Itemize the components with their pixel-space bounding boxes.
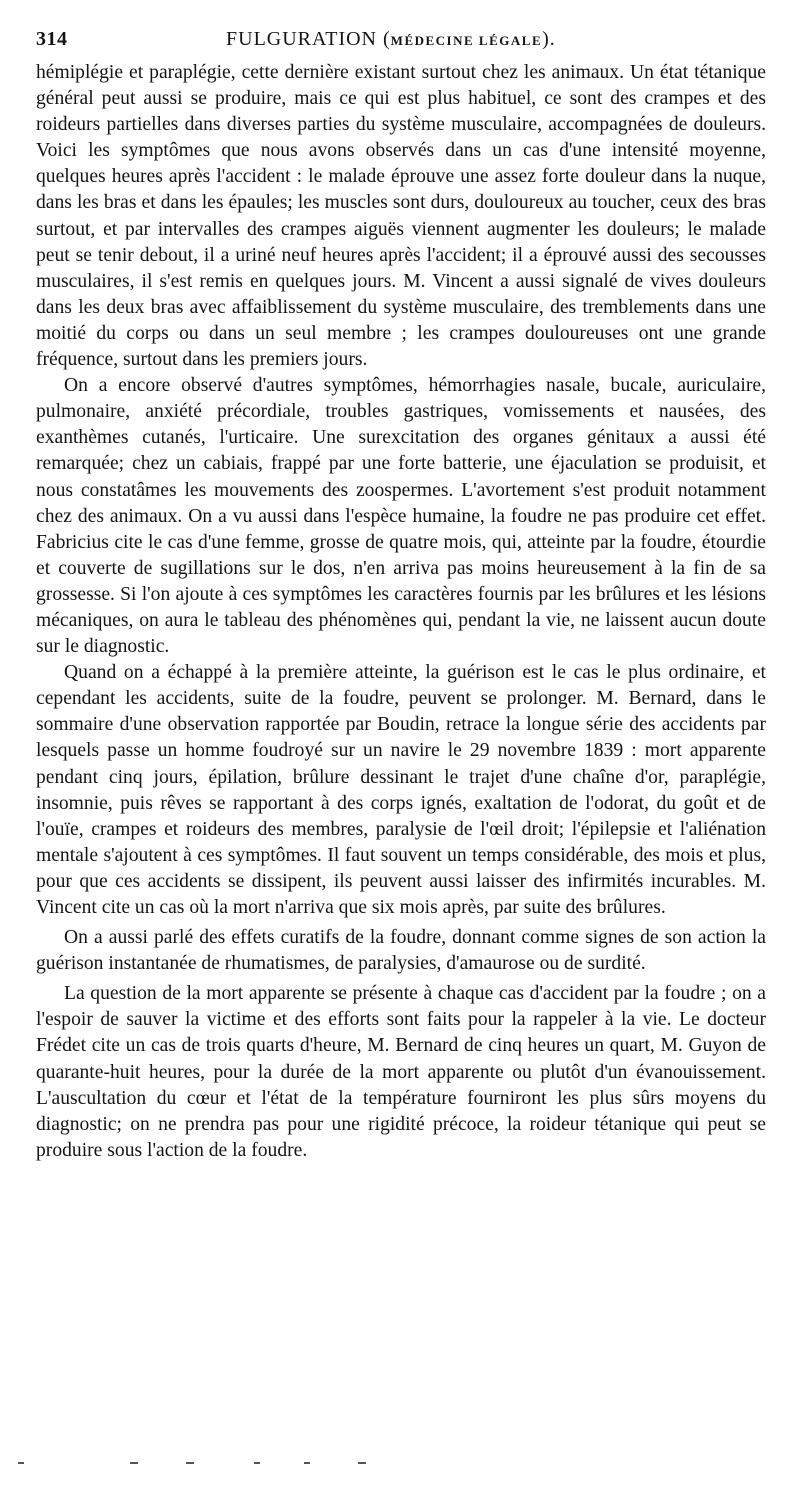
footer-mark xyxy=(18,1462,24,1464)
page-number: 314 xyxy=(36,28,68,50)
running-head-paren-close: ). xyxy=(542,28,556,50)
footer-mark xyxy=(254,1462,260,1464)
running-head xyxy=(226,28,556,51)
page-header xyxy=(36,28,766,58)
footer-mark xyxy=(304,1462,310,1464)
footer-mark xyxy=(358,1462,366,1464)
paragraph-curative-effects: On a aussi parlé des effets curatifs de la foudre, donnant comme signes de son action la guérison instantanée de rhumatismes, de paralysies, d'amaurose ou de surdité. xyxy=(36,927,766,975)
page-footer-marks xyxy=(18,1462,418,1468)
running-head-title: FULGURATION xyxy=(226,28,377,50)
running-head-subtitle: MÉDECINE LÉGALE xyxy=(390,33,543,48)
running-head-paren-open: ( xyxy=(377,28,391,50)
footer-mark xyxy=(130,1462,138,1464)
paragraph-prolonged-accidents: Quand on a échappé à la première atteinte, la guérison est le cas le plus ordinaire, et cependant les accidents, suite de la foudre, peuvent se prolonger. M. Bernard, dans le sommaire d'une observation rapportée par Boudin, retrace la longue série des accidents par lesquels passe un homme foudroyé sur un navire le 29 novembre 1839 : mort apparente pendant cinq jours, épilation, brûlure dessinant le trajet d'une chaîne d'or, paraplégie, insomnie, puis rêves se rapportant à des corps ignés, exaltation de l'odorat, du goût et de l'ouïe, crampes et roideurs des membres, paralysie de l'œil droit; l'épilepsie et l'aliénation mentale s'ajoutent à ces symptômes. Il faut souvent un temps considérable, des mois et plus, pour que ces accidents se dissipent, ils peuvent aussi laisser des infirmités incurables. M. Vincent cite un cas où la mort n'arriva que six mois après, par suite des brûlures. xyxy=(36,662,766,918)
footer-mark xyxy=(186,1462,194,1464)
body-text xyxy=(36,60,766,1164)
paragraph-symptoms: On a encore observé d'autres symptômes, hémorrhagies nasale, bucale, auriculaire, pulmonaire, anxiété précordiale, troubles gastriques, vomissements et nausées, des exanthèmes cutanés, l'urticaire. Une surexcitation des organes génitaux a aussi été remarquée; chez un cabiais, frappé par une forte batterie, une éjaculation se produisit, et nous constatâmes les mouvements des zoospermes. L'avortement s'est produit notamment chez des animaux. On a vu aussi dans l'espèce humaine, la foudre ne pas produire cet effet. Fabricius cite le cas d'une femme, grosse de quatre mois, qui, atteinte par la foudre, étourdie et couverte de sugillations sur le dos, n'en arriva pas moins heureusement à la fin de sa grossesse. Si l'on ajoute à ces symptômes les caractères fournis par les brûlures et les lésions mécaniques, on aura le tableau des phénomènes qui, pendant la vie, ne laissent aucun doute sur le diagnostic. xyxy=(36,375,766,658)
paragraph-continuation: hémiplégie et paraplégie, cette dernière existant surtout chez les animaux. Un état tétanique général peut aussi se produire, mais ce qui est plus habituel, ce sont des crampes et des roideurs partielles dans diverses parties du système musculaire, accompagnées de douleurs. Voici les symptômes que nous avons observés dans un cas d'une intensité moyenne, quelques heures après l'accident : le malade éprouve une assez forte douleur dans la nuque, dans les bras et dans les épaules; les muscles sont durs, douloureux au toucher, ceux des bras surtout, et par intervalles des crampes aiguës viennent augmenter les douleurs; le malade peut se tenir debout, il a uriné neuf heures après l'accident; il a éprouvé aussi des secousses musculaires, il s'est remis en quelques jours. M. Vincent a aussi signalé de vives douleurs dans les deux bras avec affaiblissement du système musculaire, des tremblements dans une moitié du corps ou dans un seul membre ; les crampes douloureuses ont une grande fréquence, surtout dans les premiers jours. xyxy=(36,62,766,371)
paragraph-apparent-death: La question de la mort apparente se présente à chaque cas d'accident par la foudre ; on a l'espoir de sauver la victime et des efforts sont faits pour la rappeler à la vie. Le docteur Frédet cite un cas de trois quarts d'heure, M. Bernard de cinq heures un quart, M. Guyon de quarante-huit heures, pour la durée de la mort apparente ou plutôt d'un évanouissement. L'auscultation du cœur et l'état de la température fourniront les plus sûrs moyens du diagnostic; on ne prendra pas pour une rigidité précoce, la roideur tétanique qui peut se produire sous l'action de la foudre. xyxy=(36,983,766,1161)
